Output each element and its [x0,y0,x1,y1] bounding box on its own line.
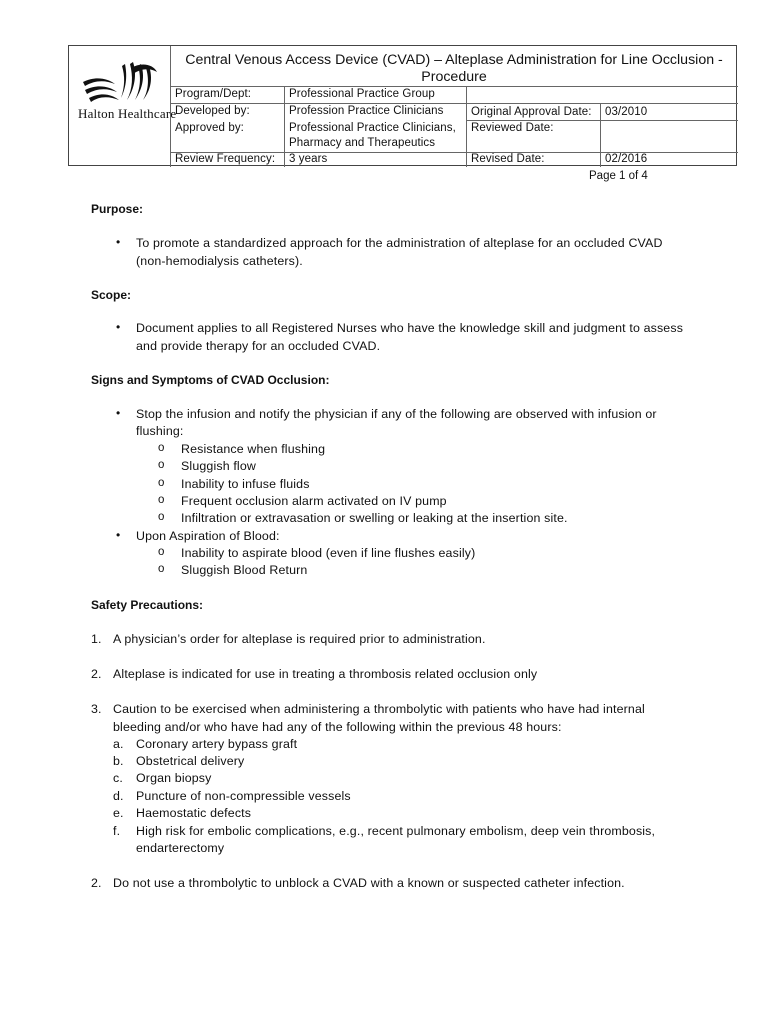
bullet-icon: • [116,528,121,542]
document-title-line2: Procedure [421,69,487,85]
safety-sub-item: Puncture of non-compressible vessels [136,789,351,803]
halton-logo-icon [81,60,163,106]
circle-bullet-icon: o [158,546,165,558]
purpose-line1: To promote a standardized approach for the administration of alteplase for an occluded CVAD [136,236,663,250]
revised-value: 02/2016 [605,153,648,165]
circle-bullet-icon: o [158,459,165,471]
bullet-icon: • [116,320,121,334]
reviewed-label: Reviewed Date: [471,122,554,134]
signs-sub-item: Resistance when flushing [181,442,326,456]
safety-sub-item: High risk for embolic complications, e.g., recent pulmonary embolism, deep vein thrombosis, [136,824,656,838]
approved-value-line1: Professional Practice Clinicians, [289,122,456,134]
safety-sub-item: Organ biopsy [136,771,212,785]
logo-text: Halton Healthcare [78,106,177,121]
bullet-icon: • [116,406,121,420]
program-value: Professional Practice Group [289,88,435,100]
developed-label: Developed by: [175,105,250,117]
safety-heading: Safety Precautions: [91,598,204,612]
signs-bullet1-line1: Stop the infusion and notify the physician if any of the following are observed with infusion or [136,407,657,421]
safety-item1-number: 1. [91,632,102,646]
frequency-label: Review Frequency: [175,153,276,165]
signs-sub-item: Sluggish flow [181,459,256,473]
safety-item3-line2: bleeding and/or who have had any of the following within the previous 48 hours: [113,720,562,734]
safety-sub-item: Obstetrical delivery [136,754,245,768]
signs-sub-item: Inability to infuse fluids [181,477,310,491]
circle-bullet-icon: o [158,442,165,454]
program-label: Program/Dept: [175,88,252,100]
safety-sub-letter: d. [113,789,124,803]
circle-bullet-icon: o [158,494,165,506]
scope-line1: Document applies to all Registered Nurses who have the knowledge skill and judgment to assess [136,321,684,335]
circle-bullet-icon: o [158,563,165,575]
safety-sub-letter: b. [113,754,124,768]
safety-item1: A physician’s order for alteplase is required prior to administration. [113,632,486,646]
signs-sub-item: Frequent occlusion alarm activated on IV pump [181,494,447,508]
purpose-line2: (non-hemodialysis catheters). [136,254,303,268]
original-approval-value: 03/2010 [605,106,648,118]
safety-sub-letter: e. [113,806,124,820]
safety-sub-letter: f. [113,824,121,838]
safety-item3-number: 3. [91,702,102,716]
header-table [68,45,737,166]
approved-value-line2: Pharmacy and Therapeutics [289,137,436,149]
scope-heading: Scope: [91,288,132,302]
signs-sub-item: Sluggish Blood Return [181,563,308,577]
safety-sub-item: Coronary artery bypass graft [136,737,298,751]
signs-heading: Signs and Symptoms of CVAD Occlusion: [91,373,330,387]
bullet-icon: • [116,235,121,249]
developed-value: Profession Practice Clinicians [289,105,444,117]
signs-bullet1-line2: flushing: [136,424,184,438]
circle-bullet-icon: o [158,477,165,489]
safety-sub-item: Haemostatic defects [136,806,252,820]
safety-item4: Do not use a thrombolytic to unblock a CVAD with a known or suspected catheter infection. [113,876,625,890]
signs-sub-item: Infiltration or extravasation or swelling or leaking at the insertion site. [181,511,568,525]
frequency-value: 3 years [289,153,328,165]
safety-sub-letter: c. [113,771,123,785]
approved-label: Approved by: [175,122,244,134]
page-number: Page 1 of 4 [589,170,648,182]
revised-label: Revised Date: [471,153,545,165]
signs-sub-item: Inability to aspirate blood (even if line flushes easily) [181,546,476,560]
scope-line2: and provide therapy for an occluded CVAD. [136,339,381,353]
document-title: Central Venous Access Device (CVAD) – Alteplase Administration for Line Occlusion - [185,52,723,68]
safety-item2-number: 2. [91,667,102,681]
safety-item2: Alteplase is indicated for use in treating a thrombosis related occlusion only [113,667,538,681]
safety-item3-line1: Caution to be exercised when administering a thrombolytic with patients who have had internal [113,702,645,716]
signs-bullet2: Upon Aspiration of Blood: [136,529,280,543]
safety-sub-item-f-line2: endarterectomy [136,841,225,855]
circle-bullet-icon: o [158,511,165,523]
purpose-heading: Purpose: [91,202,144,216]
safety-sub-letter: a. [113,737,124,751]
original-approval-label: Original Approval Date: [471,106,592,118]
safety-item4-number: 2. [91,876,102,890]
